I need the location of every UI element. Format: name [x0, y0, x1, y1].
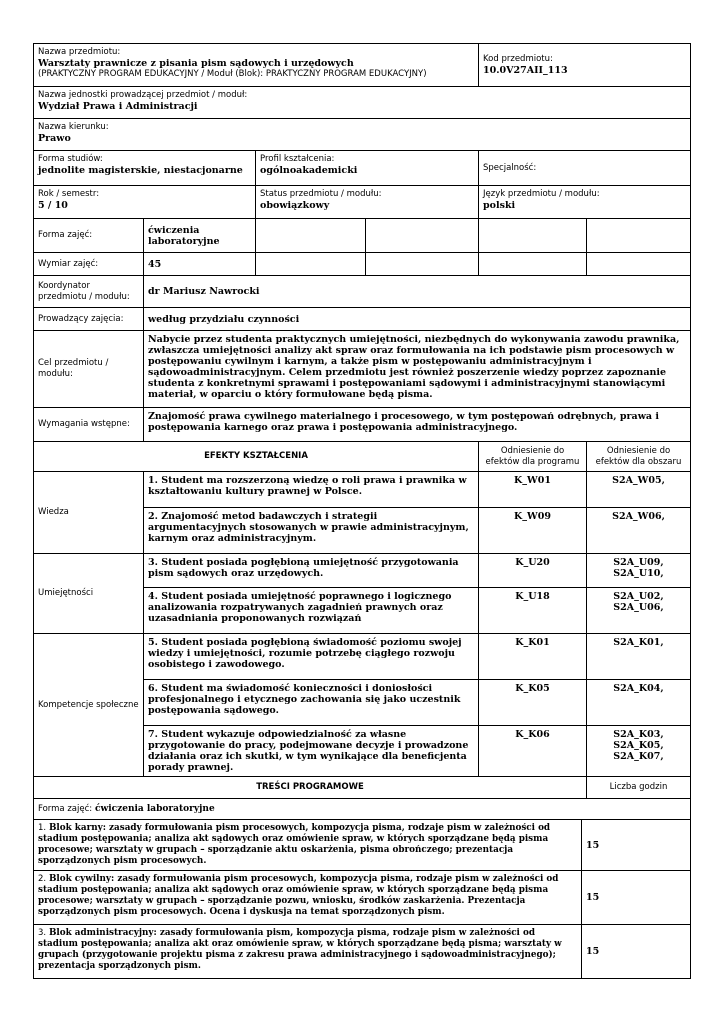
year-label: Rok / semestr:: [38, 189, 100, 199]
col-program-header: Odniesienie do efektów dla programu: [479, 442, 587, 472]
content-form-label: Forma zajęć:: [38, 803, 93, 814]
group-kompetencje: Kompetencje społeczne: [34, 634, 144, 777]
outcomes-header: EFEKTY KSZTAŁCENIA: [34, 442, 479, 472]
status-cell: [256, 186, 479, 219]
content-block: 3. Blok administracyjny: zasady formułowania pism, kompozycja pisma, rodzaje pism w zależności od stadium postępowania; analiza akt oraz omówienie spraw, w których sporządzane będą pisma; warsztaty w grupach (przygotowanie projektu pisma z zakresu prawa administracyjnego i sądowoadministracyjnego); prezentacja sporządzonych pism.: [34, 925, 582, 979]
outcome-program: K_K01: [479, 634, 587, 680]
outcome-text: 4. Student posiada umiejętność poprawnego i logicznego analizowania rozpatrywanych zagadnień prawnych oraz uzasadniania proponowanych rozwiązań: [144, 588, 479, 634]
outcome-area: S2A_K03, S2A_K05, S2A_K07,: [587, 726, 691, 777]
outcome-area: S2A_W05,: [587, 472, 691, 508]
content-blocks-table: [33, 819, 691, 979]
goal-label: Cel przedmiotu / modułu:: [34, 331, 144, 408]
lecturer-value: według przydziału czynności: [144, 308, 691, 331]
content-form-row: [34, 799, 691, 820]
content-block: 1. Blok karny: zasady formułowania pism procesowych, kompozycja pisma, rodzaje pism w zależności od stadium postępowania; analiza akt sądowych oraz omówienie spraw, w których sporządzane będą pisma procesowe; warsztaty w grupach – sporządzanie aktu oskarżenia, pisma obrończego; prezentacja sporządzonych pism procesowych.: [34, 820, 582, 871]
outcome-text: 7. Student wykazuje odpowiedzialność za własne przygotowanie do pracy, podejmowane decyzje i prowadzone działania oraz ich skutki, w tym wynikające dla beneficjenta porady prawnej.: [144, 726, 479, 777]
profile-cell: [256, 151, 479, 186]
hours-label: Wymiar zajęć:: [34, 253, 144, 276]
spec-cell: [479, 151, 691, 186]
profile-label: Profil kształcenia:: [260, 154, 335, 164]
hours-header: Liczba godzin: [587, 777, 691, 799]
class-form-value: ćwiczenia laboratoryjne: [144, 219, 256, 253]
hours-value: 45: [144, 253, 256, 276]
outcomes-table: [33, 441, 691, 777]
field-cell: [34, 119, 691, 151]
lecturer-label: Prowadzący zajęcia:: [34, 308, 144, 331]
outcome-area: S2A_W06,: [587, 508, 691, 554]
lang-label: Język przedmiotu / modułu:: [483, 189, 600, 199]
syllabus-sheet: [33, 43, 690, 979]
status-value: obowiązkowy: [260, 200, 330, 211]
code-label: Kod przedmiotu:: [483, 54, 553, 64]
outcome-area: S2A_K01,: [587, 634, 691, 680]
year-value: 5 / 10: [38, 200, 68, 211]
goal-value: Nabycie przez studenta praktycznych umiejętności, niezbędnych do wykonywania zawodu prawnika, zwłaszcza umiejętności analizy akt spraw oraz formułowania na ich podstawie pism procesowych w postępowaniu cywilnym i karnym, a także pism w postępowaniu administracyjnym i sądowoadministracyjnym. Celem przedmiotu jest również poszerzenie wiedzy poprzez zapoznanie studenta z konkretnymi sprawami i postępowaniami sądowymi i administracyjnymi stanowiącymi materiał, w oparciu o który formułowane będą pisma.: [144, 331, 691, 408]
outcome-text: 2. Znajomość metod badawczych i strategii argumentacyjnych stosowanych w prawie administracyjnym, karnym oraz administracyjnym.: [144, 508, 479, 554]
outcome-text: 3. Student posiada pogłębioną umiejętność przygotowania pism sądowych oraz urzędowych.: [144, 554, 479, 588]
outcome-text: 5. Student posiada pogłębioną świadomość poziomu swojej wiedzy i umiejętności, rozumie potrzebę ciągłego rozwoju osobistego i zawodowego.: [144, 634, 479, 680]
outcome-program: K_W09: [479, 508, 587, 554]
lang-cell: [479, 186, 691, 219]
field-label: Nazwa kierunku:: [38, 122, 109, 132]
unit-cell: [34, 87, 691, 119]
profile-value: ogólnoakademicki: [260, 165, 358, 176]
outcome-program: K_W01: [479, 472, 587, 508]
code-cell: [479, 44, 691, 87]
spec-label: Specjalność:: [483, 162, 537, 173]
form-cell: [34, 151, 256, 186]
outcome-text: 1. Student ma rozszerzoną wiedzę o roli prawa i prawnika w kształtowaniu kultury prawnej w Polsce.: [144, 472, 479, 508]
group-umiejetnosci: Umiejętności: [34, 554, 144, 634]
content-block: 2. Blok cywilny: zasady formułowania pism procesowych, kompozycja pisma, rodzaje pism w zależności od stadium postępowania; analiza akt sądowych oraz omówienie spraw, w których sporządzane będą pisma procesowe; warsztaty w grupach – sporządzanie pozwu, wniosku, środków zaskarżenia. Prezentacja sporządzonych pism procesowych. Ocena i dyskusja na temat sporządzonych pism.: [34, 871, 582, 925]
content-header: TREŚCI PROGRAMOWE: [34, 777, 587, 799]
col-area-header: Odniesienie do efektów dla obszaru: [587, 442, 691, 472]
content-block-hours: 15: [582, 820, 691, 871]
year-cell: [34, 186, 256, 219]
subject-name: Warsztaty prawnicze z pisania pism sądowych i urzędowych: [38, 58, 354, 69]
subject-sub: (PRAKTYCZNY PROGRAM EDUKACYJNY / Moduł (Blok): PRAKTYCZNY PROGRAM EDUKACYJNY): [38, 69, 427, 79]
form-value: jednolite magisterskie, niestacjonarne: [38, 165, 243, 176]
outcome-program: K_K06: [479, 726, 587, 777]
group-wiedza: Wiedza: [34, 472, 144, 554]
coord-label: Koordynator przedmiotu / modułu:: [34, 276, 144, 308]
header-table: [33, 43, 691, 219]
outcome-area: S2A_K04,: [587, 680, 691, 726]
form-label: Forma studiów:: [38, 154, 103, 164]
outcome-program: K_U20: [479, 554, 587, 588]
subject-cell: [34, 44, 479, 87]
req-value: Znajomość prawa cywilnego materialnego i procesowego, w tym postępowań odrębnych, prawa i postępowania karnego oraz prawa i postępowania administracyjnego.: [144, 408, 691, 442]
outcome-text: 6. Student ma świadomość konieczności i doniosłości profesjonalnego i etycznego zachowania się jako uczestnik postępowania sądowego.: [144, 680, 479, 726]
content-block-hours: 15: [582, 925, 691, 979]
content-table: [33, 776, 691, 820]
class-form-label: Forma zajęć:: [34, 219, 144, 253]
field-value: Prawo: [38, 133, 71, 144]
content-block-hours: 15: [582, 871, 691, 925]
code-value: 10.0V27AII_113: [483, 65, 568, 76]
outcome-program: K_K05: [479, 680, 587, 726]
status-label: Status przedmiotu / modułu:: [260, 189, 382, 199]
unit-value: Wydział Prawa i Administracji: [38, 101, 198, 112]
coord-value: dr Mariusz Nawrocki: [144, 276, 691, 308]
content-form-value: ćwiczenia laboratoryjne: [95, 803, 215, 814]
outcome-area: S2A_U02, S2A_U06,: [587, 588, 691, 634]
details-table: [33, 218, 691, 442]
unit-label: Nazwa jednostki prowadzącej przedmiot / moduł:: [38, 90, 248, 100]
outcome-area: S2A_U09, S2A_U10,: [587, 554, 691, 588]
outcome-program: K_U18: [479, 588, 587, 634]
req-label: Wymagania wstępne:: [34, 408, 144, 442]
subject-label: Nazwa przedmiotu:: [38, 47, 121, 57]
lang-value: polski: [483, 200, 516, 211]
